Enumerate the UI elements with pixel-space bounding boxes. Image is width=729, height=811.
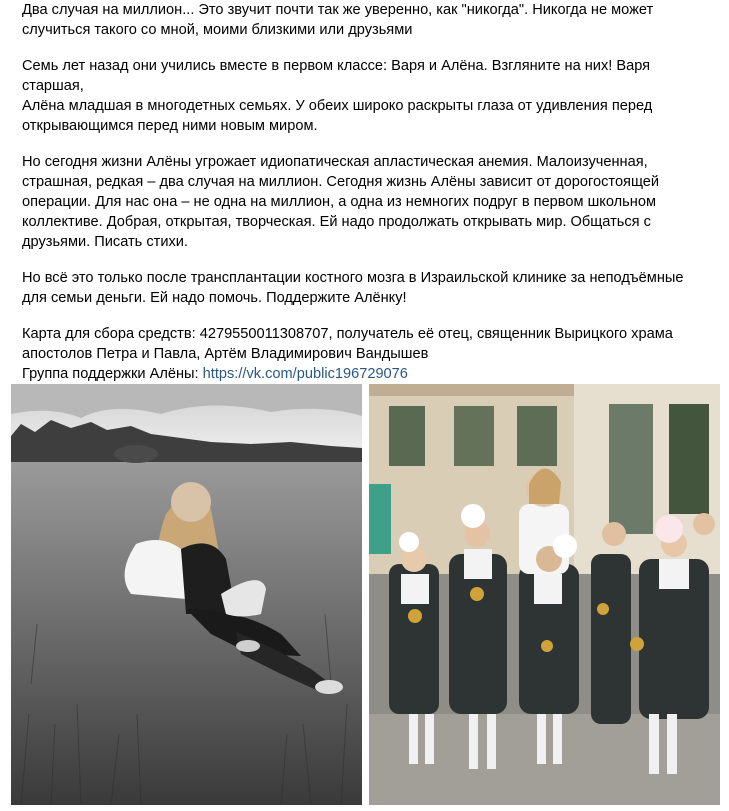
paragraph-4: Но всё это только после трансплантации костного мозга в Израильской клинике за неподъёмные для семьи деньги. Ей надо помочь. Поддержите Алёнку! [22,270,684,306]
photo-girl-in-field[interactable] [11,384,362,805]
photo-girl-in-field-image [11,384,362,805]
photo-first-graders-image [369,384,720,805]
paragraph-1: Два случая на миллион... Это звучит почти так же уверенно, как "никогда". Никогда не может случиться такого со мной, моими близкими или друзьями [22,2,654,38]
photo-first-graders[interactable] [369,384,720,805]
paragraph-3: Но сегодня жизни Алёны угрожает идиопатическая апластическая анемия. Малоизученная, страшная, редкая – два случая на миллион. Сегодня жизнь Алёны зависит от дорогостоящей операции. Для нас она – не одна на миллион, а одна из немногих подруг в первом школьном коллективе. Добрая, открытая, творческая. Ей надо продолжать открывать мир. Общаться с друзьями. Писать стихи. [22,154,660,250]
post-text [22,0,712,404]
paragraph-2: Семь лет назад они учились вместе в первом классе: Варя и Алёна. Взгляните на них! Варя старшая, Алёна младшая в многодетных семьях. У обеих широко раскрыты глаза от удивления перед открывающимся перед ними новым миром. [22,58,653,134]
group-link[interactable]: https://vk.com/public196729076 [202,366,408,382]
card-line: Карта для сбора средств: 4279550011308707, получатель её отец, священник Вырицкого храма апостолов Петра и Павла, Артём Владимирович Вандышев [22,326,673,362]
group-label: Группа поддержки Алёны: [22,366,203,382]
